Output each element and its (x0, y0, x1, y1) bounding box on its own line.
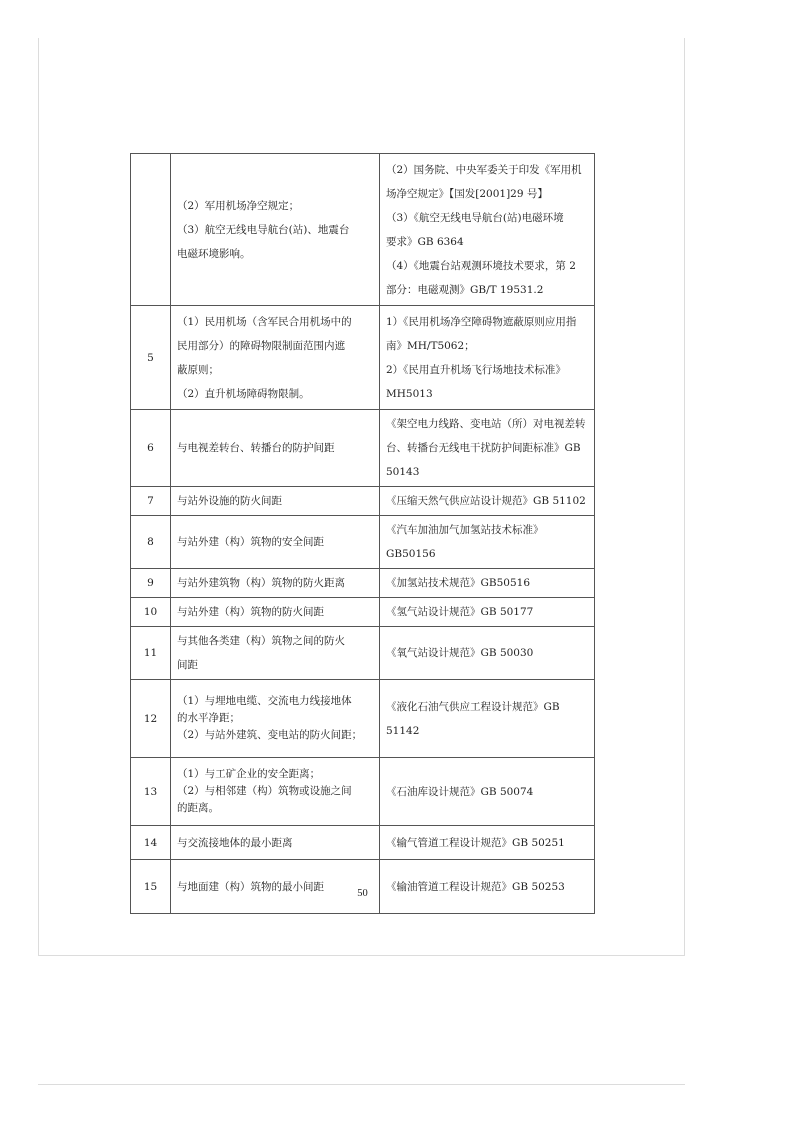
check-item-text: 与电视差转台、转播台的防护间距 (177, 442, 335, 454)
table-row (131, 516, 595, 569)
table-row (131, 627, 595, 680)
check-item-cell (171, 516, 380, 569)
check-item-cell (171, 680, 380, 758)
check-item-cell (171, 569, 380, 598)
check-item-text: 与地面建（构）筑物的最小间距 (177, 880, 324, 893)
check-item-text: 电磁环境影响。 (177, 247, 251, 260)
table-row (131, 860, 595, 914)
table-row (131, 410, 595, 487)
table-row (131, 598, 595, 627)
check-item-text: （1）与埋地电缆、交流电力线接地体 (177, 695, 352, 707)
table-row (131, 306, 595, 410)
standard-text: 1）《民用机场净空障碍物遮蔽原则应用指 (386, 315, 577, 328)
row-number: 5 (131, 306, 171, 410)
check-item-text: 与站外建（构）筑物的安全间距 (177, 536, 324, 548)
check-item-text: （3）航空无线电导航台(站)、地震台 (177, 223, 350, 236)
table-row (131, 487, 595, 516)
standard-text: 《氢气站设计规范》GB 50177 (386, 606, 534, 618)
row-number: 7 (131, 487, 171, 516)
check-item-text: 与站外建筑物（构）筑物的防火距离 (177, 577, 345, 589)
check-item-cell (171, 826, 380, 860)
standard-text: 部分：电磁观测》GB/T 19531.2 (386, 283, 544, 296)
standards-table (130, 153, 595, 914)
check-item-cell (171, 627, 380, 680)
check-item-text: 民用部分）的障碍物限制面范围内遮 (177, 339, 345, 352)
standard-text: 要求》GB 6364 (386, 235, 464, 248)
check-item-cell (171, 306, 380, 410)
standard-text: 《石油库设计规范》GB 50074 (386, 785, 534, 798)
check-item-text: 蔽原则； (177, 363, 219, 376)
page-border-left (38, 38, 39, 956)
standard-text: MH5013 (386, 387, 433, 400)
check-item-text: （2）与相邻建（构）筑物或设施之间 (177, 785, 352, 797)
page-border-right (684, 38, 685, 956)
row-number: 15 (131, 860, 171, 914)
check-item-cell (171, 410, 380, 487)
standard-text: （4）《地震台站观测环境技术要求，第 2 (386, 259, 576, 272)
check-item-cell (171, 860, 380, 914)
table-row (131, 826, 595, 860)
next-page-border (38, 1084, 685, 1085)
check-item-text: 与交流接地体的最小距离 (177, 836, 293, 849)
standard-text: 《加氢站技术规范》GB50516 (386, 577, 531, 589)
check-item-text: （1）民用机场（含军民合用机场中的 (177, 315, 352, 328)
standard-cell (380, 627, 595, 680)
standard-cell (380, 154, 595, 306)
row-number: 6 (131, 410, 171, 487)
standard-cell (380, 860, 595, 914)
standard-cell (380, 826, 595, 860)
standard-cell (380, 680, 595, 758)
table-row (131, 680, 595, 758)
standard-cell (380, 410, 595, 487)
standard-text: 《架空电力线路、变电站（所）对电视差转 (386, 418, 586, 430)
standard-text: 《液化石油气供应工程设计规范》GB 51142 (386, 700, 560, 737)
check-item-text: 的水平净距； (177, 712, 240, 724)
check-item-text: 与其他各类建（构）筑物之间的防火 (177, 635, 345, 647)
standard-text: 场净空规定》【国发[2001]29 号】 (386, 187, 548, 200)
row-number: 10 (131, 598, 171, 627)
check-item-text: （2）与站外建筑、变电站的防火间距； (177, 729, 363, 741)
check-item-text: 与站外设施的防火间距 (177, 495, 282, 507)
standard-text: 南》MH/T5062； (386, 339, 475, 352)
table-row (131, 569, 595, 598)
row-number: 13 (131, 758, 171, 826)
check-item-cell (171, 598, 380, 627)
standard-text: 《压缩天然气供应站设计规范》GB 51102 (386, 495, 586, 507)
standard-cell (380, 516, 595, 569)
row-number: 14 (131, 826, 171, 860)
check-item-cell (171, 154, 380, 306)
row-number: 9 (131, 569, 171, 598)
standard-text: （2）国务院、中央军委关于印发《军用机 (386, 163, 582, 176)
check-item-text: （2）直升机场障碍物限制。 (177, 387, 310, 400)
standard-text: 2）《民用直升机场飞行场地技术标准》 (386, 363, 566, 376)
standard-text: 50143 (386, 466, 420, 478)
table-row (131, 758, 595, 826)
row-number: 11 (131, 627, 171, 680)
standard-cell (380, 598, 595, 627)
standard-text: （3）《航空无线电导航台(站)电磁环境 (386, 211, 564, 224)
check-item-text: （2）军用机场净空规定； (177, 199, 300, 212)
row-number: 12 (131, 680, 171, 758)
check-item-cell (171, 487, 380, 516)
row-number (131, 154, 171, 306)
row-number: 8 (131, 516, 171, 569)
table-row (131, 154, 595, 306)
standard-text: 《输油管道工程设计规范》GB 50253 (386, 880, 565, 893)
standard-cell (380, 306, 595, 410)
standard-text: 《汽车加油加气加氢站技术标准》GB50156 (386, 524, 544, 560)
page-number: 50 (357, 888, 368, 899)
check-item-text: 间距 (177, 659, 198, 671)
check-item-text: 的距离。 (177, 802, 219, 814)
standard-cell (380, 758, 595, 826)
standard-cell (380, 487, 595, 516)
standard-text: 《氧气站设计规范》GB 50030 (386, 647, 534, 659)
standard-text: 台、转播台无线电干扰防护间距标准》GB (386, 442, 581, 454)
check-item-cell (171, 758, 380, 826)
check-item-text: 与站外建（构）筑物的防火间距 (177, 606, 324, 618)
standards-table-body (131, 154, 595, 914)
page-border-bottom (38, 955, 685, 956)
standard-cell (380, 569, 595, 598)
standard-text: 《输气管道工程设计规范》GB 50251 (386, 836, 565, 849)
check-item-text: （1）与工矿企业的安全距离； (177, 768, 321, 780)
